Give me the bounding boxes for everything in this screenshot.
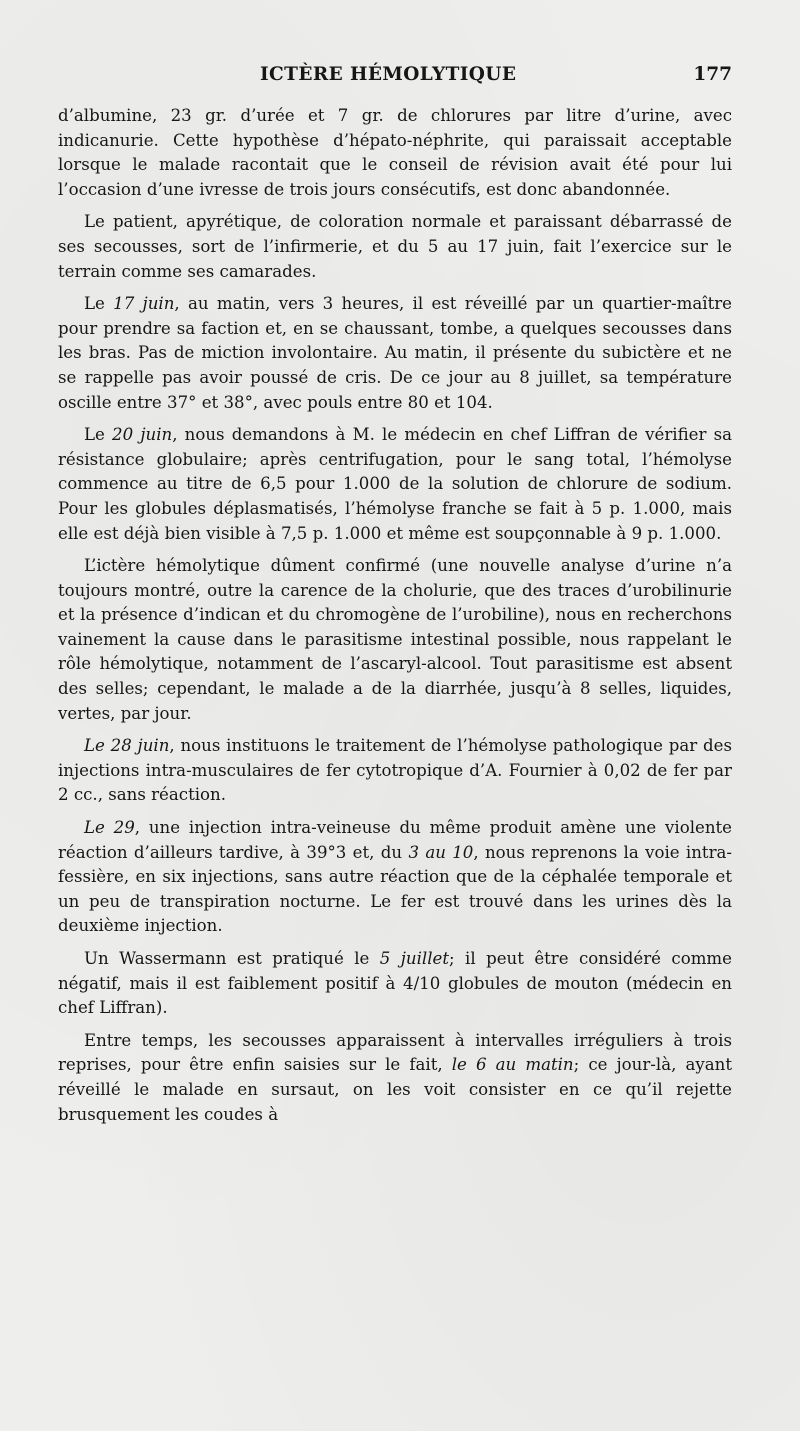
text-segment: Le patient, apyrétique, de coloration normale et paraissant débarrassé de ses secousses, sort de l’infirmerie, et du 5 au 17 juin, fait l’exercice sur le terrain comme ses camarades. [58,212,732,281]
paragraph [58,104,732,202]
page-header [58,60,732,100]
paragraph [58,1029,732,1127]
date-italic: 20 juin [112,425,173,445]
text-segment: , nous instituons le traitement de l’hémolyse pathologique par des injections intra-musculaires de fer cytotropique d’A. Fournier à 0,02 de fer par 2 cc., sans réaction. [58,736,732,805]
date-italic: 17 juin [113,294,175,314]
date-italic: Le 28 juin [84,736,170,756]
date-italic: 3 au 10 [408,842,474,862]
text-segment: Le [84,425,113,445]
body-text [58,104,732,1127]
date-italic: 5 juillet [379,949,450,968]
paragraph [58,734,732,808]
page-number: 177 [693,64,732,85]
text-segment: Un Wassermann est pratiqué le [84,949,380,968]
text-segment: ; ce jour-là, ayant réveillé le malade en sursaut, on les voit consister en ce qu’il rejette brusquement les coudes à [58,1055,732,1124]
text-segment: , au matin, vers 3 heures, il est réveillé par un quartier-maître pour prendre sa faction et, en se chaussant, tombe, a quelques secousses dans les bras. Pas de miction involontaire. Au matin, il présente du subictère et ne se rappelle pas avoir poussé de cris. De ce jour au 8 juillet, sa température oscille entre 37° et 38°, avec pouls entre 80 et 104. [58,294,732,412]
paragraph [58,292,732,415]
text-segment: d’albumine, 23 gr. d’urée et 7 gr. de chlorures par litre d’urine, avec indicanurie. Cette hypothèse d’hépato-néphrite, qui paraissait acceptable lorsque le malade racontait que le conseil de révision avait été pour lui l’occasion d’une ivresse de trois jours consécutifs, est donc abandonnée. [58,106,732,199]
paragraph [58,554,732,726]
text-segment: ; il peut être considéré comme négatif, mais il est faiblement positif à 4/10 globules de mouton (médecin en chef Liffran). [58,949,732,1018]
date-italic: Le 29 [84,818,135,838]
text-segment: Entre temps, les secousses apparaissent à intervalles irréguliers à trois reprises, pour être enfin saisies sur le fait, [58,1030,732,1075]
paragraph [58,947,732,1021]
paragraph [58,816,732,939]
running-head: ICTÈRE HÉMOLYTIQUE [260,64,517,85]
paragraph [58,210,732,284]
text-segment: L’ictère hémolytique dûment confirmé (une nouvelle analyse d’urine n’a toujours montré, outre la carence de la cholurie, que des traces d’urobilinurie et la présence d’indican et du chromogène de l’urobiline), nous en recherchons vainement la cause dans le parasitisme intestinal possible, nous rappelant le rôle hémolytique, notamment de l’ascaryl-alcool. Tout parasitisme est absent des selles; cependant, le malade a de la diarrhée, jusqu’à 8 selles, liquides, vertes, par jour. [58,556,732,723]
paragraph [58,423,732,546]
text-segment: , une injection intra-veineuse du même produit amène une violente réaction d’ailleurs tardive, à 39°3 et, du [58,818,732,862]
text-segment: , nous demandons à M. le médecin en chef Liffran de vérifier sa résistance globulaire; après centrifugation, pour le sang total, l’hémolyse commence au titre de 6,5 pour 1.000 de la solution de chlorure de sodium. Pour les globules déplasmatisés, l’hémolyse franche se fait à 5 p. 1.000, mais elle est déjà bien visible à 7,5 p. 1.000 et même est soupçonnable à 9 p. 1.000. [58,425,733,543]
date-italic: le 6 au matin [451,1055,574,1075]
text-segment: , nous reprenons la voie intra-fessière, en six injections, sans autre réaction que de la céphalée temporale et un peu de transpiration nocturne. Le fer est trouvé dans les urines dès la deuxième injection. [58,842,732,936]
text-segment: Le [84,294,114,314]
